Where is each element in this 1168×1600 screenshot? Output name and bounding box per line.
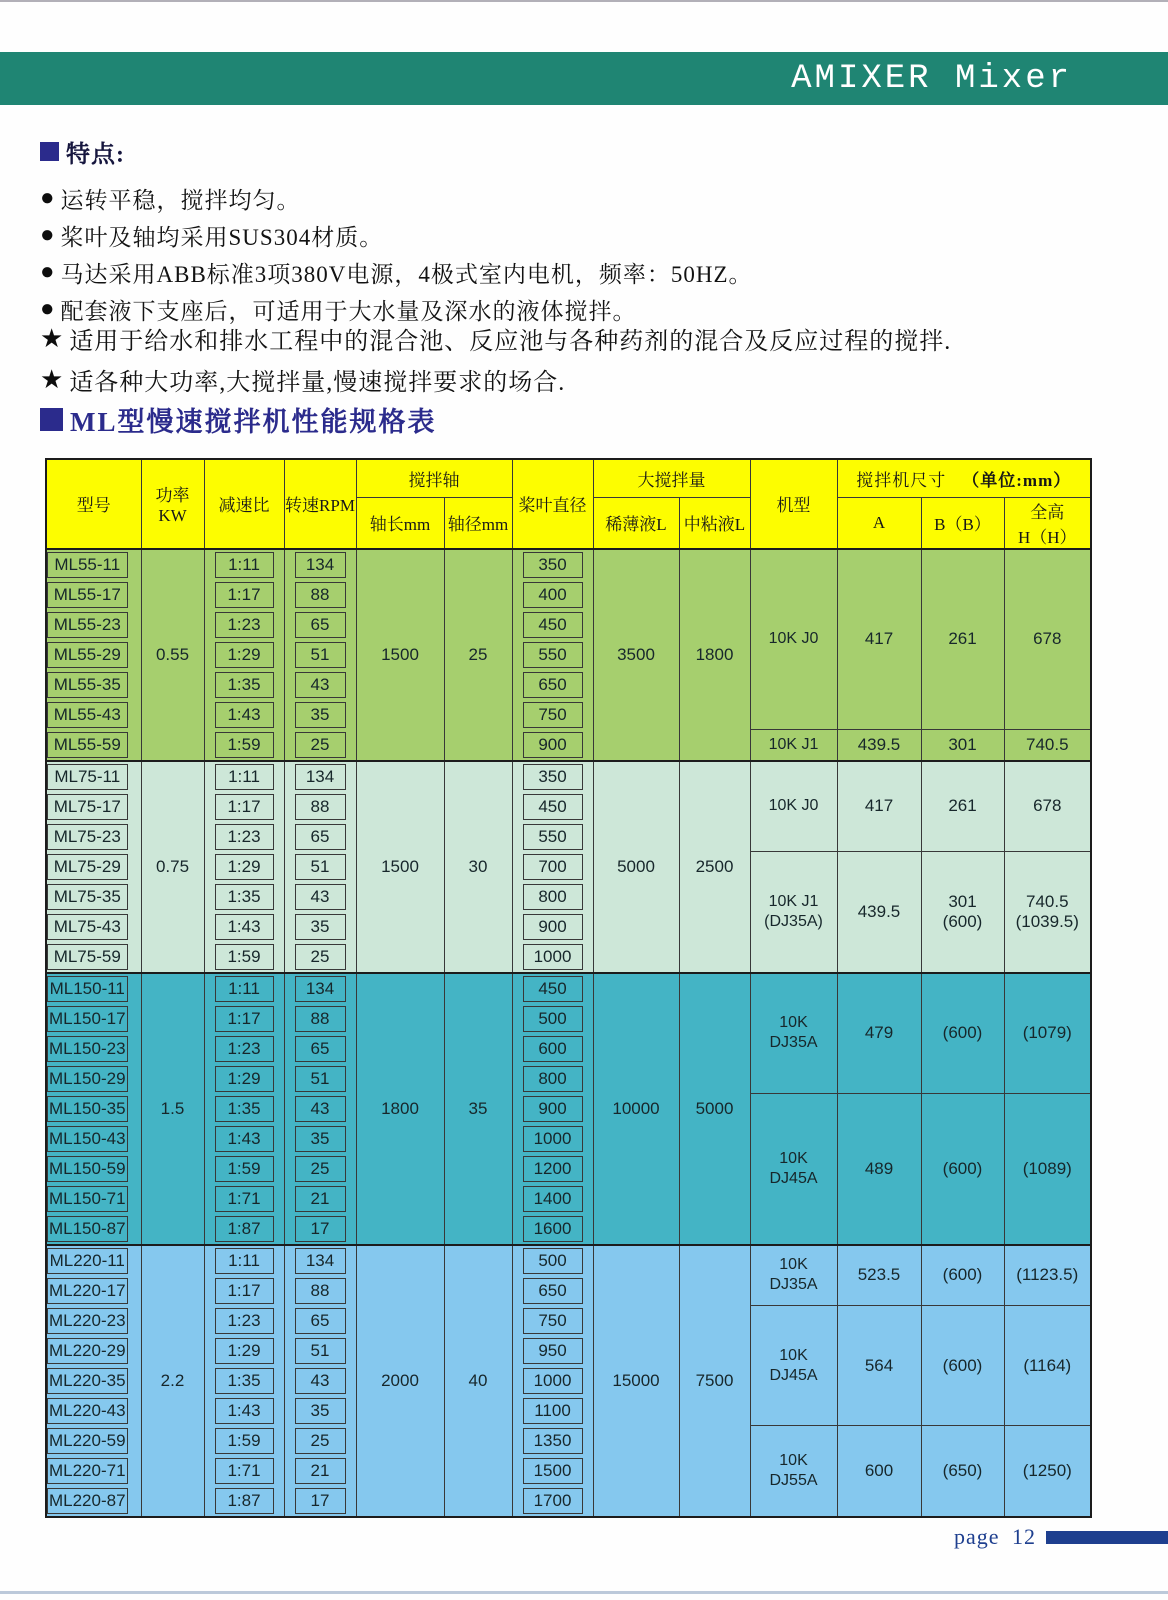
col-header-power: 功率KW [141,459,204,549]
cell-machine-type: 10K J1 (DJ35A) [750,852,837,973]
cell-thin-liquid: 3500 [593,549,679,761]
cell-dim-b: 261 [921,761,1004,852]
square-bullet-icon [40,142,59,161]
spec-table-title [40,400,437,439]
cell-blade: 550 [512,822,593,852]
cell-rpm: 65 [284,1306,356,1336]
page-footer [954,1524,1168,1550]
cell-blade: 1000 [512,1366,593,1396]
cell-model: ML220-17 [46,1276,141,1306]
cell-rpm: 65 [284,822,356,852]
footer-bar [1046,1531,1168,1544]
cell-ratio: 1:35 [204,882,284,912]
table-row [46,1245,1091,1276]
cell-power: 0.75 [141,761,204,973]
header-banner [0,52,1168,105]
cell-blade: 750 [512,1306,593,1336]
cell-ratio: 1:35 [204,1366,284,1396]
cell-ratio: 1:35 [204,670,284,700]
cell-rpm: 51 [284,852,356,882]
feature-item [40,180,753,217]
cell-ratio: 1:43 [204,912,284,942]
cell-dim-b: 261 [921,549,1004,730]
cell-ratio: 1:23 [204,1306,284,1336]
cell-ratio: 1:17 [204,1004,284,1034]
cell-model: ML75-59 [46,942,141,973]
col-header-model: 型号 [46,459,141,549]
cell-model: ML55-29 [46,640,141,670]
cell-blade: 900 [512,1094,593,1124]
cell-dim-h: 740.5 [1004,730,1091,761]
cell-ratio: 1:59 [204,942,284,973]
cell-thin-liquid: 15000 [593,1245,679,1517]
cell-rpm: 25 [284,1426,356,1456]
note-item [40,359,951,400]
cell-ratio: 1:71 [204,1456,284,1486]
cell-viscous-liquid: 7500 [679,1245,750,1517]
cell-blade: 800 [512,882,593,912]
cell-ratio: 1:11 [204,761,284,792]
cell-model: ML150-59 [46,1154,141,1184]
col-header-blade: 桨叶直径 [512,459,593,549]
col-group-dimensions [837,459,1091,497]
col-header-dim-h [1004,497,1091,549]
cell-viscous-liquid: 5000 [679,973,750,1245]
cell-blade: 1600 [512,1214,593,1245]
spec-table-title-label: ML型慢速搅拌机性能规格表 [70,407,437,437]
cell-rpm: 134 [284,761,356,792]
bottom-rule [0,1591,1168,1594]
cell-rpm: 21 [284,1456,356,1486]
cell-blade: 600 [512,1034,593,1064]
cell-ratio: 1:43 [204,1124,284,1154]
cell-power: 1.5 [141,973,204,1245]
cell-rpm: 88 [284,792,356,822]
cell-dim-h: (1089) [1004,1094,1091,1245]
note-item [40,318,951,359]
cell-rpm: 65 [284,610,356,640]
cell-ratio: 1:59 [204,730,284,761]
cell-thin-liquid: 10000 [593,973,679,1245]
cell-blade: 450 [512,610,593,640]
cell-dim-b: (600) [921,1245,1004,1306]
cell-ratio: 1:11 [204,1245,284,1276]
cell-rpm: 51 [284,1064,356,1094]
cell-model: ML220-23 [46,1306,141,1336]
cell-shaft-length: 2000 [356,1245,444,1517]
col-header-rpm: 转速RPM [284,459,356,549]
cell-model: ML55-59 [46,730,141,761]
cell-rpm: 43 [284,1094,356,1124]
cell-model: ML150-23 [46,1034,141,1064]
feature-item [40,254,753,291]
cell-model: ML220-29 [46,1336,141,1366]
cell-machine-type: 10K DJ45A [750,1306,837,1426]
cell-blade: 650 [512,1276,593,1306]
brand-title: AMIXER Mixer [791,59,1072,98]
cell-blade: 800 [512,1064,593,1094]
cell-rpm: 88 [284,1004,356,1034]
cell-rpm: 25 [284,1154,356,1184]
cell-model: ML75-17 [46,792,141,822]
cell-model: ML150-35 [46,1094,141,1124]
cell-rpm: 35 [284,1124,356,1154]
top-rule [0,0,1168,2]
features-heading-label: 特点: [66,142,125,168]
feature-list [40,180,753,328]
square-bullet-icon [40,408,63,431]
cell-rpm: 43 [284,882,356,912]
cell-blade: 500 [512,1004,593,1034]
note-text: 适用于给水和排水工程中的混合池、反应池与各种药剂的混合及反应过程的搅拌. [69,329,952,355]
cell-rpm: 35 [284,912,356,942]
cell-machine-type: 10K DJ45A [750,1094,837,1245]
cell-model: ML55-35 [46,670,141,700]
cell-ratio: 1:59 [204,1426,284,1456]
cell-model: ML150-71 [46,1184,141,1214]
cell-blade: 900 [512,730,593,761]
cell-rpm: 43 [284,670,356,700]
cell-power: 2.2 [141,1245,204,1517]
cell-machine-type: 10K J0 [750,761,837,852]
cell-blade: 650 [512,670,593,700]
cell-rpm: 43 [284,1366,356,1396]
col-header-dim-a: A [837,497,921,549]
col-header-viscous-liquid: 中粘液L [679,497,750,549]
col-header-dim-b: B（B） [921,497,1004,549]
spec-table-body [46,549,1091,1517]
cell-shaft-dia: 30 [444,761,512,973]
cell-model: ML55-43 [46,700,141,730]
cell-ratio: 1:11 [204,973,284,1004]
cell-ratio: 1:23 [204,822,284,852]
cell-model: ML150-43 [46,1124,141,1154]
cell-model: ML220-59 [46,1426,141,1456]
cell-dim-h: (1079) [1004,973,1091,1094]
cell-blade: 400 [512,580,593,610]
cell-ratio: 1:35 [204,1094,284,1124]
cell-rpm: 51 [284,640,356,670]
cell-dim-h: (1164) [1004,1306,1091,1426]
cell-dim-a: 564 [837,1306,921,1426]
cell-rpm: 134 [284,1245,356,1276]
application-notes [40,318,951,400]
cell-ratio: 1:29 [204,852,284,882]
cell-dim-a: 523.5 [837,1245,921,1306]
col-header-machine: 机型 [750,459,837,549]
cell-dim-b: 301 (600) [921,852,1004,973]
cell-machine-type: 10K DJ55A [750,1426,837,1517]
cell-blade: 500 [512,1245,593,1276]
cell-ratio: 1:87 [204,1486,284,1517]
col-header-shaft-length: 轴长mm [356,497,444,549]
cell-machine-type: 10K DJ35A [750,1245,837,1306]
cell-dim-h: 740.5 (1039.5) [1004,852,1091,973]
cell-rpm: 88 [284,1276,356,1306]
unit-note: （单位:mm） [962,470,1072,490]
cell-blade: 1100 [512,1396,593,1426]
cell-model: ML55-11 [46,549,141,580]
cell-blade: 950 [512,1336,593,1366]
cell-ratio: 1:43 [204,1396,284,1426]
cell-dim-b: (600) [921,973,1004,1094]
cell-model: ML150-29 [46,1064,141,1094]
cell-ratio: 1:23 [204,610,284,640]
feature-text: 桨叶及轴均采用SUS304材质。 [60,225,384,250]
cell-model: ML150-87 [46,1214,141,1245]
dot-bullet-icon: ● [40,259,56,285]
cell-dim-a: 489 [837,1094,921,1245]
col-header-shaft-dia: 轴径mm [444,497,512,549]
cell-rpm: 35 [284,700,356,730]
cell-ratio: 1:87 [204,1214,284,1245]
cell-blade: 1000 [512,1124,593,1154]
cell-power: 0.55 [141,549,204,761]
cell-blade: 550 [512,640,593,670]
cell-machine-type: 10K J1 [750,730,837,761]
cell-blade: 350 [512,549,593,580]
cell-ratio: 1:17 [204,792,284,822]
cell-shaft-dia: 35 [444,973,512,1245]
cell-viscous-liquid: 2500 [679,761,750,973]
cell-shaft-dia: 25 [444,549,512,761]
cell-machine-type: 10K DJ35A [750,973,837,1094]
note-text: 适各种大功率,大搅拌量,慢速搅拌要求的场合. [69,370,566,396]
cell-blade: 1500 [512,1456,593,1486]
page-number: page 12 [953,1524,1036,1549]
cell-shaft-length: 1800 [356,973,444,1245]
cell-blade: 900 [512,912,593,942]
cell-ratio: 1:43 [204,700,284,730]
cell-ratio: 1:71 [204,1184,284,1214]
cell-ratio: 1:29 [204,1336,284,1366]
cell-shaft-length: 1500 [356,549,444,761]
cell-model: ML220-43 [46,1396,141,1426]
cell-dim-h: (1123.5) [1004,1245,1091,1306]
cell-dim-h: 678 [1004,761,1091,852]
cell-blade: 1700 [512,1486,593,1517]
cell-rpm: 35 [284,1396,356,1426]
cell-dim-a: 479 [837,973,921,1094]
cell-blade: 350 [512,761,593,792]
cell-blade: 1200 [512,1154,593,1184]
spec-table [45,458,1092,1518]
col-group-shaft: 搅拌轴 [356,459,512,497]
cell-model: ML220-35 [46,1366,141,1396]
cell-model: ML220-71 [46,1456,141,1486]
col-header-ratio: 减速比 [204,459,284,549]
cell-ratio: 1:23 [204,1034,284,1064]
cell-model: ML75-35 [46,882,141,912]
feature-text: 配套液下支座后，可适用于大水量及深水的液体搅拌。 [60,299,637,324]
cell-dim-b: 301 [921,730,1004,761]
cell-ratio: 1:29 [204,1064,284,1094]
col-header-thin-liquid: 稀薄液L [593,497,679,549]
cell-model: ML55-23 [46,610,141,640]
cell-model: ML55-17 [46,580,141,610]
dims-group-label: 搅拌机尺寸 [856,470,947,490]
cell-blade: 1350 [512,1426,593,1456]
cell-ratio: 1:17 [204,1276,284,1306]
cell-ratio: 1:11 [204,549,284,580]
cell-model: ML75-43 [46,912,141,942]
cell-rpm: 134 [284,549,356,580]
features-heading [40,134,125,169]
cell-rpm: 21 [284,1184,356,1214]
cell-rpm: 134 [284,973,356,1004]
cell-model: ML75-11 [46,761,141,792]
dot-bullet-icon: ● [40,185,56,211]
spec-table-header [46,459,1091,549]
cell-viscous-liquid: 1800 [679,549,750,761]
dim-h-line1: 全高 [1030,502,1065,522]
cell-dim-a: 417 [837,761,921,852]
cell-ratio: 1:59 [204,1154,284,1184]
cell-rpm: 25 [284,730,356,761]
cell-dim-a: 439.5 [837,730,921,761]
dot-bullet-icon: ● [40,296,56,322]
cell-thin-liquid: 5000 [593,761,679,973]
cell-machine-type: 10K J0 [750,549,837,730]
dim-h-line2: H（H） [1017,527,1077,547]
cell-blade: 1000 [512,942,593,973]
cell-dim-a: 417 [837,549,921,730]
cell-model: ML150-11 [46,973,141,1004]
cell-rpm: 51 [284,1336,356,1366]
table-row [46,973,1091,1004]
cell-blade: 1400 [512,1184,593,1214]
table-row [46,761,1091,792]
feature-text: 运转平稳，搅拌均匀。 [60,188,301,213]
feature-item [40,217,753,254]
col-group-volume: 大搅拌量 [593,459,750,497]
cell-rpm: 25 [284,942,356,973]
star-bullet-icon: ★ [40,323,65,353]
cell-dim-h: (1250) [1004,1426,1091,1517]
cell-blade: 750 [512,700,593,730]
cell-blade: 450 [512,792,593,822]
cell-dim-a: 439.5 [837,852,921,973]
cell-dim-b: (600) [921,1094,1004,1245]
cell-rpm: 17 [284,1486,356,1517]
cell-model: ML75-29 [46,852,141,882]
cell-shaft-dia: 40 [444,1245,512,1517]
cell-dim-a: 600 [837,1426,921,1517]
cell-ratio: 1:29 [204,640,284,670]
feature-text: 马达采用ABB标准3项380V电源，4极式室内电机，频率：50HZ。 [60,262,753,287]
star-bullet-icon: ★ [40,364,65,394]
cell-dim-b: (600) [921,1306,1004,1426]
cell-model: ML220-11 [46,1245,141,1276]
cell-ratio: 1:17 [204,580,284,610]
cell-model: ML220-87 [46,1486,141,1517]
cell-rpm: 17 [284,1214,356,1245]
cell-blade: 450 [512,973,593,1004]
cell-dim-h: 678 [1004,549,1091,730]
table-row [46,549,1091,580]
cell-dim-b: (650) [921,1426,1004,1517]
cell-shaft-length: 1500 [356,761,444,973]
cell-rpm: 88 [284,580,356,610]
cell-blade: 700 [512,852,593,882]
cell-model: ML75-23 [46,822,141,852]
cell-rpm: 65 [284,1034,356,1064]
dot-bullet-icon: ● [40,222,56,248]
cell-model: ML150-17 [46,1004,141,1034]
